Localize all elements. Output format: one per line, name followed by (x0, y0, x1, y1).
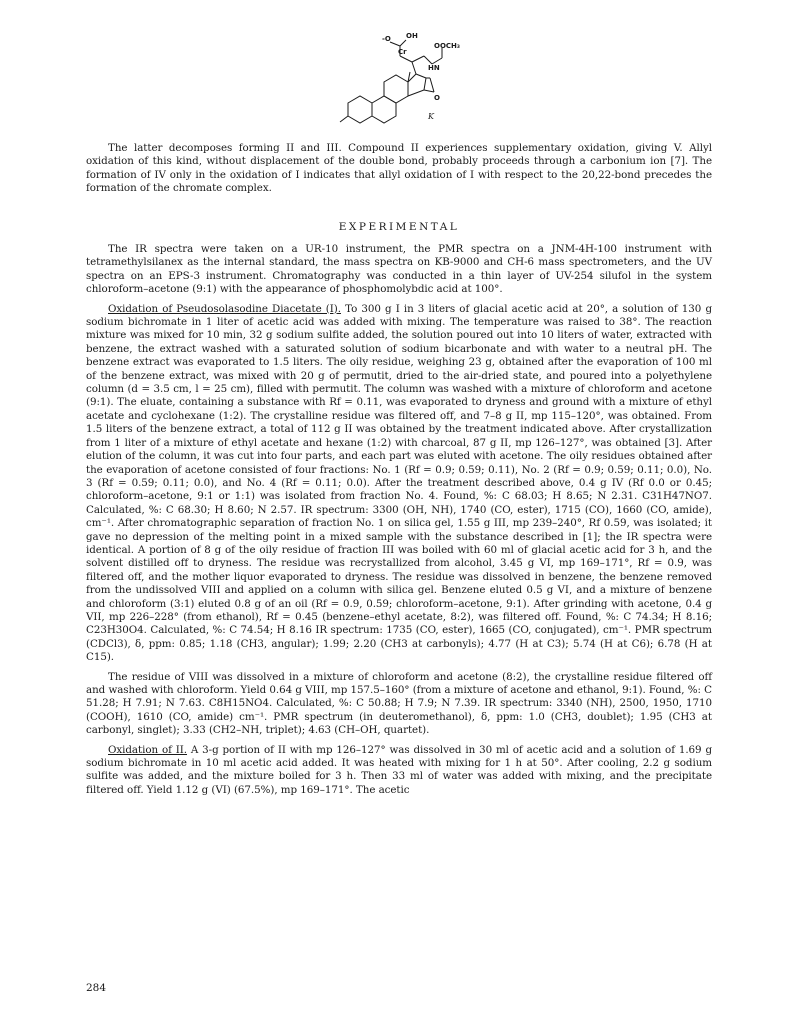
chemical-structure-diagram (320, 30, 460, 130)
oxidation-ii-paragraph (86, 744, 712, 798)
chromium-label: Cr (398, 48, 407, 56)
amine-label: HN (428, 64, 440, 72)
instruments-paragraph: The IR spectra were taken on a UR-10 instrument, the PMR spectra on a JNM-4H-100 instrument with tetramethylsilanex as the internal standard, the mass spectra on KB-9000 and CH-6 mass spectrometers, and the UV spectra on an EPS-3 instrument. Chromatography was conducted in a thin layer of UV-254 silufol in the system chloroform–acetone (9:1) with the appearance of phosphomolybdic acid at 100°. (86, 243, 712, 296)
oxidation-i-body: To 300 g I in 3 liters of glacial acetic acid at 20°, a solution of 130 g sodium bichromate in 1 liter of acetic acid was added with mixing. The temperature was raised to 38°. The reaction mixture was mixed for 10 min, 32 g sodium sulfite added, the solution poured out into 10 liters of water, extracted with benzene, the extract washed with a saturated solution of sodium bicarbonate and with water to a neutral pH. The benzene extract was evaporated to 1.5 liters. The oily residue, weighing 23 g, obtained after the evaporation of 100 ml of the benzene extract, was mixed with 20 g of permutit, dried to the air-dried state, and poured into a polyethylene column (d = 3.5 cm, l = 25 cm), filled with permutit. The column was washed with a mixture of chloroform and acetone (9:1). The eluate, containing a substance with Rf = 0.11, was evaporated to dryness and ground with a mixture of ethyl acetate and cyclohexane (1:2). The crystalline residue was filtered off, and 7–8 g II, mp 115–120°, was obtained. From 1.5 liters of the benzene extract, a total of 112 g II was obtained by the treatment indicated above. After crystallization from 1 liter of a mixture of ethyl acetate and hexane (1:2) with charcoal, 87 g II, mp 126–127°, was obtained [3]. After elution of the column, it was cut into four parts, and each part was eluted with acetone. The oily residues obtained after the evaporation of acetone consisted of four fractions: No. 1 (Rf = 0.9; 0.59; 0.11), No. 2 (Rf = 0.9; 0.59; 0.11; 0.0), No. 3 (Rf = 0.59; 0.11; 0.0), and No. 4 (Rf = 0.11; 0.0). After the treatment described above, 0.4 g IV (Rf 0.0 or 0.45; chloroform–acetone, 9:1 or 1:1) was isolated from fraction No. 4. Found, %: C 68.03; H 8.65; N 2.31. C31H47NO7. Calculated, %: C 68.30; H 8.60; N 2.57. IR spectrum: 3300 (OH, NH), 1740 (CO, ester), 1715 (CO), 1660 (CO, amide), cm⁻¹. After chromatographic separation of fraction No. 1 on silica gel, 1.55 g III, mp 239–240°, Rf 0.59, was isolated; it gave no depression of the melting point in a mixed sample with the substance described in [1]; the IR spectra were identical. A portion of 8 g of the oily residue of fraction III was boiled with 60 ml of glacial acetic acid for 3 h, and the solvent distilled off to dryness. The residue was recrystallized from alcohol, 3.45 g VI, mp 169–171°, Rf = 0.9, was filtered off, and the mother liquor evaporated to dryness. The residue was dissolved in benzene, the benzene removed from the undissolved VIII and applied on a column with silica gel. Benzene eluted 0.5 g VI, and a mixture of benzene and chloroform (3:1) eluted 0.8 g of an oil (Rf = 0.9, 0.59; chloroform–acetone, 9:1). After grinding with acetone, 0.4 g VII, mp 226–228° (from ethanol), Rf = 0.45 (benzene–ethyl acetate, 8:2), was filtered off. Found, %: C 74.34; H 8.16; C23H30O4. Calculated, %: C 74.54; H 8.16 IR spectrum: 1735 (CO, ester), 1665 (CO, conjugated), cm⁻¹. PMR spectrum (CDCl3), δ, ppm: 0.85; 1.18 (CH3, angular); 1.99; 2.20 (CH3 at carbonyls); 4.77 (H at C3); 5.74 (H at C6); 6.78 (H at C15). (86, 302, 712, 664)
oxidation-i-paragraph (86, 303, 712, 665)
discussion-paragraph: The latter decomposes forming II and III. Compound II experiences supplementary oxidation, giving V. Allyl oxidation of this kind, without displacement of the double bond, probably proceeds through a carbonium ion [7]. The formation of IV only in the oxidation of I indicates that allyl oxidation of I with respect to the 20,22-bond precedes the formation of the chromate complex. (86, 142, 712, 195)
acetoxy-label: OOCH₃ (434, 42, 460, 50)
oxidation-ii-body: A 3-g portion of II with mp 126–127° was dissolved in 30 ml of acetic acid and a solution of 1.69 g sodium bichromate in 10 ml acetic acid added. It was heated with mixing for 1 h at 50°. After cooling, 2.2 g sodium sulfite was added, and the mixture boiled for 3 h. Then 33 ml of water was added with mixing, and the precipitate filtered off. Yield 1.12 g (VI) (67.5%), mp 169–171°. The acetic (86, 743, 712, 796)
oxide-label: -O (382, 35, 391, 43)
oxygen-label: O (434, 94, 440, 102)
oxidation-ii-title: Oxidation of II. (108, 743, 188, 756)
compound-k-label: K (428, 112, 434, 121)
intro-text-block (86, 142, 712, 202)
oxidation-i-title: Oxidation of Pseudosolasodine Diacetate (I). (108, 302, 341, 315)
page-number: 284 (86, 982, 107, 994)
experimental-text-block (86, 243, 712, 803)
section-heading: EXPERIMENTAL (338, 221, 460, 233)
residue-viii-paragraph: The residue of VIII was dissolved in a mixture of chloroform and acetone (8:2), the crystalline residue filtered off and washed with chloroform. Yield 0.64 g VIII, mp 157.5–160° (from a mixture of acetone and ethanol, 9:1). Found, %: C 51.28; H 7.91; N 7.63. C8H15NO4. Calculated, %: C 50.88; H 7.9; N 7.39. IR spectrum: 3340 (NH), 2500, 1950, 1710 (COOH), 1610 (CO, amide) cm⁻¹. PMR spectrum (in deuteromethanol), δ, ppm: 1.0 (CH3, doublet); 1.95 (CH3 at carbonyl, singlet); 3.33 (CH2–NH, triplet); 4.63 (CH–OH, quartet). (86, 670, 712, 737)
hydroxyl-label: OH (406, 32, 418, 40)
